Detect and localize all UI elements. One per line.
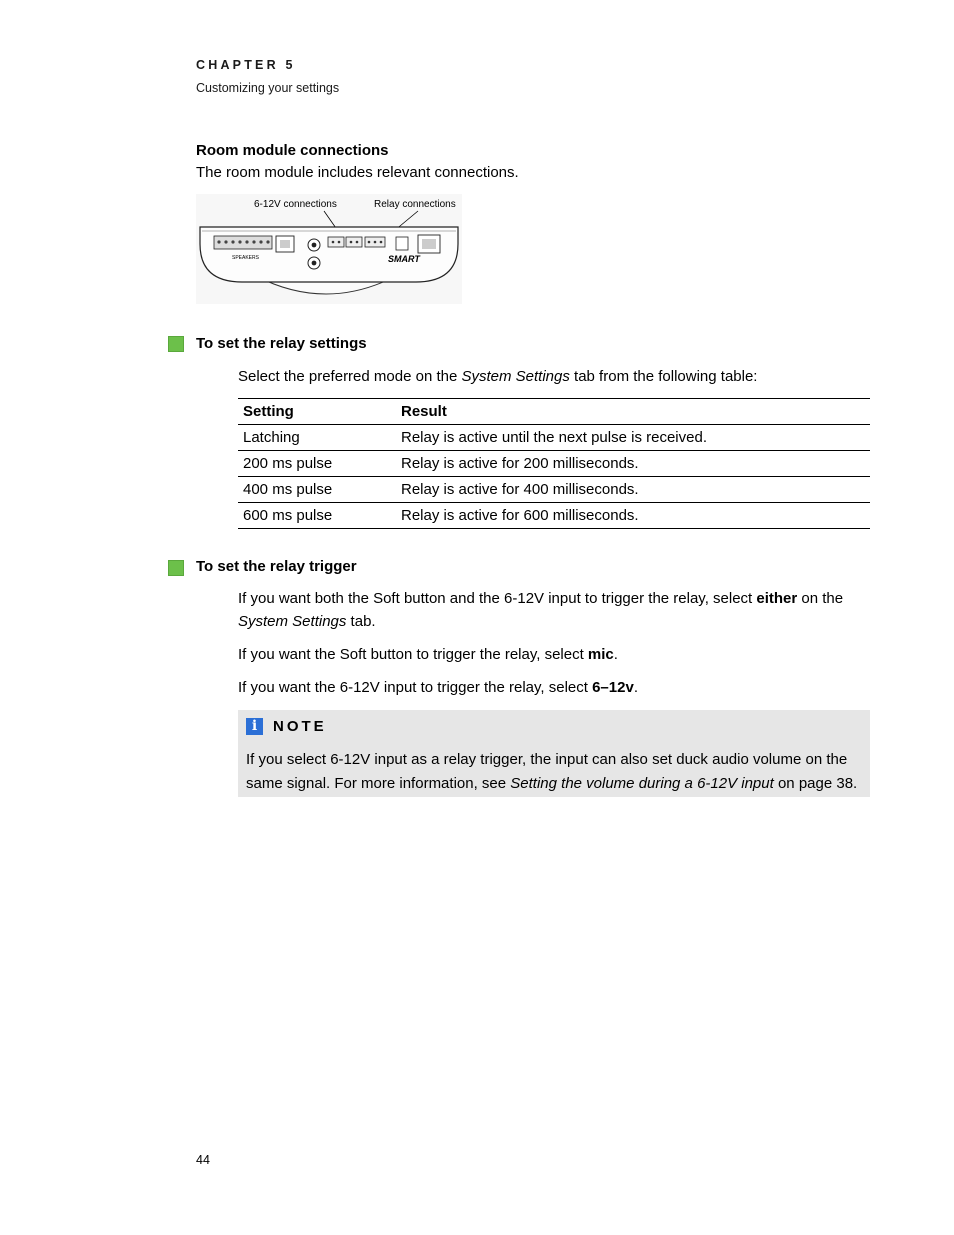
chapter-title: Customizing your settings — [196, 81, 340, 95]
table-cell-setting: 400 ms pulse — [238, 477, 396, 503]
relay-trigger-para-mic: If you want the Soft button to trigger the relay, select mic. — [238, 646, 618, 663]
section-heading: Room module connections — [196, 142, 389, 159]
table-cell-setting: 200 ms pulse — [238, 451, 396, 477]
relay-trigger-title: To set the relay trigger — [196, 558, 357, 575]
switch — [396, 237, 408, 250]
relay-settings-table — [238, 398, 870, 529]
table-cell-result: Relay is active until the next pulse is received. — [396, 425, 870, 451]
terminal-6-12v-a — [328, 237, 344, 247]
terminal-6-12v-b — [346, 237, 362, 247]
procedure-icon — [168, 560, 184, 576]
table-header-setting: Setting — [238, 399, 396, 425]
relay-trigger-para-either: If you want both the Soft button and the 6-12V input to trigger the relay, select either on the System Settings tab. — [238, 590, 844, 630]
chapter-label: CHAPTER 5 — [196, 58, 296, 72]
note-box — [238, 710, 870, 797]
note-text: If you select 6-12V input as a relay trigger, the input can also set duck audio volume on the same signal. For more information, see Setting the volume during a 6-12V input on page 38. — [246, 751, 858, 792]
table-row — [238, 477, 870, 503]
speakers-label: SPEAKERS — [232, 255, 259, 261]
table-row — [238, 451, 870, 477]
callout-6-12v: 6-12V connections — [254, 199, 337, 210]
note-label: NOTE — [273, 718, 327, 735]
table-cell-setting: 600 ms pulse — [238, 503, 396, 529]
callout-relay: Relay connections — [374, 199, 456, 210]
relay-settings-intro: Select the preferred mode on the System Settings tab from the following table: — [238, 368, 758, 385]
section-intro: The room module includes relevant connections. — [196, 164, 519, 181]
relay-trigger-para-6-12v: If you want the 6-12V input to trigger the relay, select 6–12v. — [238, 679, 638, 696]
speaker-terminal — [214, 236, 272, 249]
table-cell-setting: Latching — [238, 425, 396, 451]
smart-logo: SMART — [388, 254, 420, 264]
room-module-diagram — [196, 194, 462, 304]
procedure-icon — [168, 336, 184, 352]
info-icon: i — [246, 718, 263, 735]
table-cell-result: Relay is active for 200 milliseconds. — [396, 451, 870, 477]
relay-settings-title: To set the relay settings — [196, 335, 367, 352]
table-cell-result: Relay is active for 600 milliseconds. — [396, 503, 870, 529]
table-row — [238, 425, 870, 451]
page-number: 44 — [196, 1153, 210, 1167]
table-header-result: Result — [396, 399, 870, 425]
table-row — [238, 503, 870, 529]
table-cell-result: Relay is active for 400 milliseconds. — [396, 477, 870, 503]
table-header-row — [238, 399, 870, 425]
